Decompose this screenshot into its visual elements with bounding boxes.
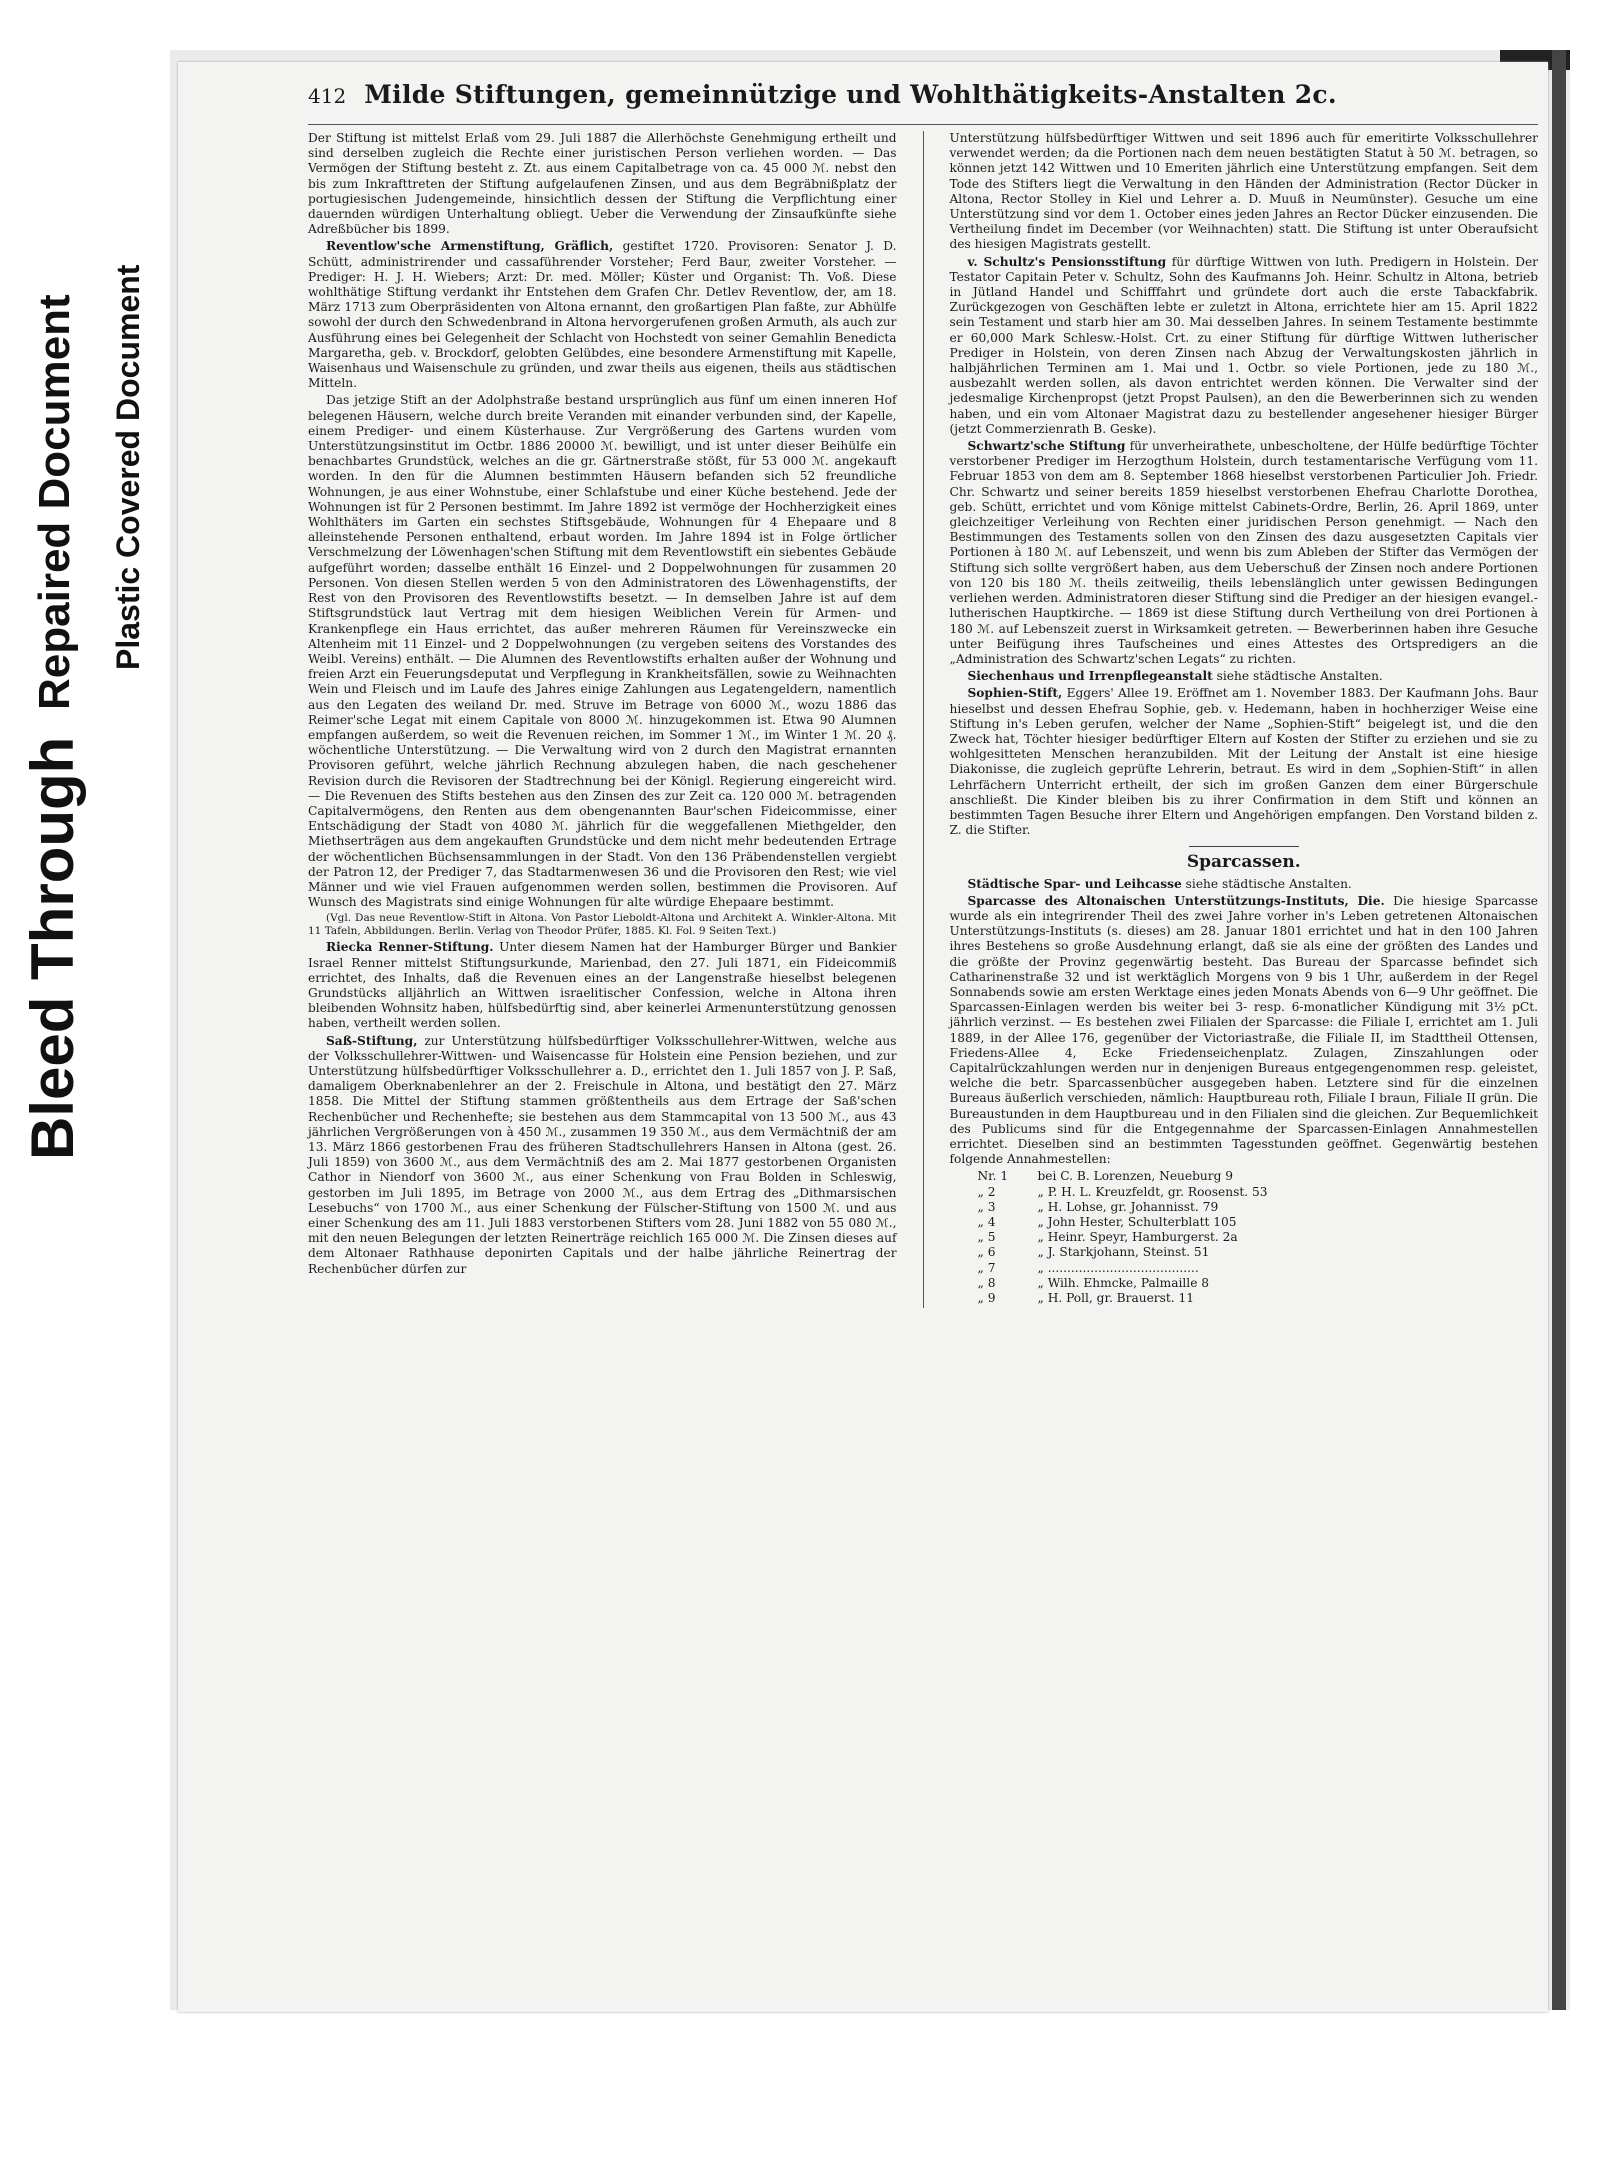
section-rule xyxy=(1189,846,1299,847)
entry-text: für unverheirathete, unbescholtene, der Hülfe bedürftige Töchter verstorbener Prediger im Herzogthum Holstein, durch testamentarische Verfügung vom 11. Februar 1853 von dem am 8. September 1868 hieselbst verstorbenen Particulier Joh. Friedr. Chr. Schwartz und seiner bereits 1859 hieselbst verstorbenen Ehefrau Charlotte Dorothea, geb. Schütt, errichtet und vom Könige mittelst Cabinets-Ordre, Berlin, 26. April 1869, unter gleichzeitiger Verleihung von Rechten einer juridischen Person genehmigt. — Nach den Bestimmungen des Testaments sollen von den Zinsen des dazu ausgesetzten Capitals vier Portionen à 180 ℳ. auf Lebenszeit, und wenn bis zum Ableben der Stifter das Vermögen der Stiftung sich sollte vergrößert haben, aus dem Ueberschuß der Zinsen noch andere Portionen von 120 bis 180 ℳ. theils zeitweilig, theils lebenslänglich unter gewissen Bedingungen verliehen werden. Administratoren dieser Stiftung sind die Prediger an der hiesigen evangel.-lutherischen Hauptkirche. — 1869 ist diese Stiftung durch Vertheilung von drei Portionen à 180 ℳ. auf Lebenszeit zuerst in Wirksamkeit getreten. — Bewerberinnen haben ihre Gesuche unter Beifügung ihres Taufscheines und eines Attestes des Ortspredigers an die „Administration des Schwartz'schen Legats“ zu richten. xyxy=(949,439,1539,666)
entry-heading: Sophien-Stift, xyxy=(967,686,1063,701)
entry-text: Eggers' Allee 19. Eröffnet am 1. November 1883. Der Kaufmann Johs. Baur hieselbst und dessen Ehefrau Sophie, geb. v. Hedemann, haben in hochherziger Weise eine Stiftung in's Leben gerufen, welcher der Name „Sophien-Stift“ beigelegt ist, und die den Zweck hat, Töchter hiesiger bedürftiger Eltern auf Kosten der Stifter zu erziehen und sie zu wohlgesitteten Menschen heranzubilden. Mit der Leitung der Anstalt ist eine hiesige Diakonisse, die zugleich geprüfte Lehrerin, betraut. Es wird in dem „Sophien-Stift“ in allen Lehrfächern Unterricht ertheilt, der sich im großen Ganzen dem einer Bürgerschule anschließt. Die Kinder bleiben bis zu ihrer Confirmation in dem Stift und können an bestimmten Tagen Besuche ihrer Eltern und Angehörigen empfangen. Den Vorstand bilden z. Z. die Stifter. xyxy=(949,686,1539,838)
entry-heading: Siechenhaus und Irrenpflegeanstalt xyxy=(967,669,1213,684)
document-page xyxy=(178,62,1548,2012)
entry-text: Die hiesige Sparcasse wurde als ein integrirender Theil des zwei Jahre vorher in's Leben getretenen Altonaischen Unterstützungs-Instituts (s. dieses) am 28. Januar 1801 errichtet und hat in den 100 Jahren ihres Bestehens so große Ausdehnung erlangt, daß sie als eine der größten des Landes und die größte der Provinz gegenwärtig besteht. Das Bureau der Sparcasse befindet sich Catharinenstraße 32 und ist werktäglich Morgens von 9 bis 1 Uhr, außerdem in der Regel Sonnabends sowie am ersten Werktage eines jeden Monats Abends von 6—9 Uhr geöffnet. Die Sparcassen-Einlagen werden bis weiter bei 3- resp. 6-monatlicher Kündigung mit 3½ pCt. jährlich verzinst. — Es bestehen zwei Filialen der Sparcasse: die Filiale I, errichtet am 1. Juli 1889, in der Allee 176, gegenüber der Victoriastraße, die Filiale II, im Stadttheil Ottensen, Friedens-Allee 4, Ecke Friedenseichenplatz. Zulagen, Zinszahlungen oder Capitalrückzahlungen werden nur in denjenigen Bureaus entgegengenommen resp. geleistet, welche die betr. Sparcassenbücher ausgegeben haben. Letztere sind für die einzelnen Bureaus äußerlich verschieden, nämlich: Hauptbureau roth, Filiale I braun, Filiale II grün. Die Bureaustunden in dem Hauptbureau und in den Filialen sind die gleichen. Zur Bequemlichkeit des Publicums sind für die Entgegennahme der Sparcassen-Einlagen Annahmestellen errichtet. Dieselben sind an bestimmten Tagesstunden geöffnet. Gegenwärtig bestehen folgende Annahmestellen: xyxy=(949,893,1539,1167)
item-text: „ Heinr. Speyr, Hamburgerst. 2a xyxy=(1037,1230,1238,1245)
list-item xyxy=(978,1215,1539,1230)
section-title: Sparcassen. xyxy=(1186,852,1301,873)
label-plastic-covered: Plastic Covered Document xyxy=(110,264,146,670)
entry-heading: Städtische Spar- und Leihcasse xyxy=(967,876,1182,891)
list-item xyxy=(978,1185,1539,1200)
scanner-edge-right xyxy=(1552,50,1566,2010)
item-number: „ 3 xyxy=(977,1199,996,1214)
entry-schultz xyxy=(950,255,1539,437)
page-title: Milde Stiftungen, gemeinnützige und Wohlthätigkeits-Anstalten 2c. xyxy=(364,80,1337,109)
entry-sass xyxy=(308,1034,897,1277)
annahmestellen-list xyxy=(950,1169,1539,1306)
entry-leihcasse xyxy=(950,877,1539,892)
entry-heading: Riecka Renner-Stiftung. xyxy=(326,940,494,955)
list-item xyxy=(978,1169,1539,1184)
entry-text: siehe städtische Anstalten. xyxy=(1181,876,1352,891)
entry-text: Unter diesem Namen hat der Hamburger Bürger und Bankier Israel Renner mittelst Stiftungsurkunde, Marienbad, den 27. Juli 1871, ein Fideicommiß errichtet, des Inhalts, daß die Revenuen eines an der Langenstraße hieselbst belegenen Grundstücks alljährlich an Wittwen israelitischer Confession, welche in Altona ihren bleibenden Wohnsitz haben, hülfsbedürftig sind, aber keinerlei Armenunterstützung genossen haben, vertheilt werden sollen. xyxy=(308,940,897,1031)
right-column xyxy=(950,131,1539,1308)
paragraph: Unterstützung hülfsbedürftiger Wittwen und seit 1896 auch für emeritirte Volksschullehrer verwendet werden; da die Portionen nach dem neuen bestätigten Statut à 50 ℳ. betragen, so können jetzt 142 Wittwen und 10 Emeriten jährlich eine Unterstützung empfangen. Seit dem Tode des Stifters liegt die Verwaltung in den Händen der Administration (Rector Dücker in Altona, Rector Stolley in Kiel und Lehrer a. D. Muuß in Neumünster). Gesuche um eine Unterstützung sind vor dem 1. October eines jeden Jahres an Rector Dücker einzusenden. Die Vertheilung findet im December (vor Weihnachten) statt. Die Stiftung ist unter Oberaufsicht des hiesigen Magistrats gestellt. xyxy=(949,131,1539,252)
page-content xyxy=(308,80,1538,1308)
entry-heading: Sparcasse des Altonaischen Unterstützungs-Instituts, Die. xyxy=(967,893,1385,908)
entry-heading: Reventlow'sche Armenstiftung, Gräflich, xyxy=(326,239,614,254)
item-text: „ John Hester, Schulterblatt 105 xyxy=(1037,1215,1237,1230)
entry-text: gestiftet 1720. Provisoren: Senator J. D. Schütt, administrirender und cassaführender Vorsteher; Ferd Baur, zweiter Vorsteher. — Prediger: H. J. H. Wiebers; Arzt: Dr. med. Möller; Küster und Organist: Th. Voß. Diese wohlthätige Stiftung verdankt ihr Entstehen dem Grafen Chr. Detlev Reventlow, der, am 18. März 1713 zum Oberpräsidenten von Altona ernannt, den großartigen Plan faßte, zur Abhülfe sowohl der durch den Schwedenbrand in Altona hervorgerufenen großen Armuth, als auch zur Ausführung eines bei Gelegenheit der Schlacht von Hochstedt von seiner Gemahlin Benedicta Margaretha, geb. v. Brockdorf, gelobten Gelübdes, eine besondere Armenstiftung mit Kapelle, Waisenhaus und Waisenschule zu gründen, und zwar theils aus eigenen, theils aus städtischen Mitteln. xyxy=(308,239,897,391)
reference-note: (Vgl. Das neue Reventlow-Stift in Altona. Von Pastor Lieboldt-Altona und Architekt A. Winkler-Altona. Mit 11 Tafeln, Abbildungen. Berlin. Verlag von Theodor Prüfer, 1885. Kl. Fol. 9 Seiten Text.) xyxy=(308,912,897,938)
entry-siechenhaus xyxy=(950,669,1539,684)
entry-text: siehe städtische Anstalten. xyxy=(1212,669,1383,684)
label-repaired-document: Repaired Document xyxy=(30,294,79,710)
item-text: „ H. Lohse, gr. Johannisst. 79 xyxy=(1037,1199,1219,1214)
item-text: „ J. Starkjohann, Steinst. 51 xyxy=(1037,1245,1210,1260)
entry-heading: v. Schultz's Pensionsstiftung xyxy=(967,254,1167,269)
list-item xyxy=(978,1276,1539,1291)
paragraph: Das jetzige Stift an der Adolphstraße bestand ursprünglich aus fünf um einen inneren Hof belegenen Häusern, welche durch breite Veranden mit einander verbunden sind, der Kapelle, einem Prediger- und einem Küsterhause. Zur Vergrößerung des Gartens wurden vom Unterstützungsinstitut im Octbr. 1886 20000 ℳ. bewilligt, und ist unter dieser Beihülfe ein benachbartes Grundstück, welches an die gr. Gärtnerstraße stößt, für 53 000 ℳ. angekauft worden. In den für die Alumnen bestimmten Häusern befanden sich 52 freundliche Wohnungen, je aus einer Wohnstube, einer Schlafstube und einer Küche bestehend. Jede der Wohnungen ist für 2 Personen bestimmt. Im Jahre 1892 ist vermöge der Hochherzigkeit eines Wohlthäters im Garten ein sechstes Stiftsgebäude, Wohnungen für 4 Ehepaare und 8 alleinstehende Personen enthaltend, erbaut worden. Im Jahre 1894 ist in Folge örtlicher Verschmelzung der Löwenhagen'schen Stiftung mit dem Reventlowstift ein siebentes Gebäude aufgeführt worden; dasselbe enthält 16 Einzel- und 2 Doppelwohnungen für zusammen 20 Personen. Von diesen Stellen werden 5 von den Administratoren des Löwenhagenstifts, der Rest von den Provisoren des Reventlowstifts besetzt. — In demselben Jahre ist auf dem Stiftsgrundstück laut Vertrag mit dem hiesigen Weiblichen Verein für Armen- und Krankenpflege ein Haus errichtet, das außer mehreren Räumen für Vereinszwecke ein Altenheim mit 11 Einzel- und 2 Doppelwohnungen (zu vergeben seitens des Vorstandes des Weibl. Vereins) enthält. — Die Alumnen des Reventlowstifts erhalten außer der Wohnung und freien Arzt ein Feuerungsdeputat und Verpflegung in Krankheitsfällen, sowie zu Weihnachten Wein und Fleisch und im Laufe des Jahres einige Zahlungen aus Legatengeldern, namentlich aus den Legaten des weiland Dr. med. Struve im Betrage von 6000 ℳ., wozu 1886 das Reimer'sche Legat mit einem Capitale von 8000 ℳ. hinzugekommen ist. Etwa 90 Alumnen empfangen außerdem, so weit die Revenuen reichen, im Sommer 1 ℳ., im Winter 1 ℳ. 20 ₰. wöchentliche Unterstützung. — Die Verwaltung wird von 2 durch den Magistrat ernannten Provisoren geführt, welche jährlich Rechnung abzulegen haben, die nach geschehener Revision durch die Revisoren der Stadtrechnung bei der Königl. Regierung eingereicht wird. — Die Revenuen des Stifts bestehen aus den Zinsen des zur Zeit ca. 120 000 ℳ. betragenden Capitalvermögens, den Renten aus dem obengenannten Baur'schen Fideicommisse, einer Entschädigung der Stadt von 4080 ℳ. jährlich für die weggefallenen Miethgelder, den Miethserträgen aus dem angekauften Grundstücke und dem nicht mehr bedeutenden Ertrage der wöchentlichen Büchsensammlungen in der Stadt. Von den 136 Präbendenstellen vergiebt der Patron 12, der Prediger 7, das Stadtarmenwesen 36 und die Provisoren den Rest; wie viel Männer und wie viel Frauen aufgenommen werden sollen, bestimmen die Provisoren. Auf Wunsch des Magistrats sind einige Wohnungen für alte würdige Ehepaare bestimmt. xyxy=(308,393,897,910)
entry-heading: Saß-Stiftung, xyxy=(326,1033,418,1048)
item-number: „ 2 xyxy=(977,1184,996,1199)
side-labels xyxy=(0,150,170,1170)
label-bleed-through: Bleed Through xyxy=(19,736,86,1160)
item-number: Nr. 1 xyxy=(977,1169,1009,1184)
paragraph: Der Stiftung ist mittelst Erlaß vom 29. Juli 1887 die Allerhöchste Genehmigung ertheilt und sind derselben zugleich die Rechte einer juristischen Person verliehen worden. — Das Vermögen der Stiftung besteht z. Zt. aus einem Capitalbetrage von ca. 45 000 ℳ. nebst den bis zum Inkrafttreten der Stiftung aufgelaufenen Zinsen, und aus dem Begräbnißplatz der portugiesischen Judengemeinde, hinsichtlich dessen der Stiftung die Verpflichtung einer dauernden würdigen Unterhaltung obliegt. Ueber die Verwendung der Zinsaufkünfte siehe Adreßbücher bis 1899. xyxy=(308,131,897,237)
column-divider xyxy=(923,131,924,1308)
item-number: „ 9 xyxy=(977,1291,996,1306)
list-item xyxy=(978,1261,1539,1276)
columns xyxy=(308,131,1538,1308)
item-number: „ 6 xyxy=(977,1245,996,1260)
list-item xyxy=(978,1200,1539,1215)
left-column xyxy=(308,131,897,1308)
list-item xyxy=(978,1245,1539,1260)
entry-schwartz xyxy=(950,439,1539,667)
item-text: „ Wilh. Ehmcke, Palmaille 8 xyxy=(1037,1275,1210,1290)
item-text: bei C. B. Lorenzen, Neueburg 9 xyxy=(1037,1169,1234,1184)
item-number: „ 5 xyxy=(977,1230,996,1245)
item-number: „ 7 xyxy=(977,1260,996,1275)
entry-text: für dürftige Wittwen von luth. Predigern in Holstein. Der Testator Capitain Peter v. Schultz, Sohn des Kaufmanns Joh. Heinr. Schultz in Altona, betrieb in Jütland Handel und Schifffahrt und gründete dort auch die erste Tabackfabrik. Zurückgezogen von Geschäften lebte er zuletzt in Altona, errichtete hier am 15. April 1822 sein Testament und starb hier am 30. Mai desselben Jahres. In seinem Testamente bestimmte er 60,000 Mark Schlesw.-Holst. Crt. zu einer Stiftung für dürftige Wittwen lutherischer Prediger in Holstein, von deren Zinsen nach Abzug der Verwaltungskosten jährlich in halbjährlichen Terminen am 1. Mai und 1. Octbr. so viele Portionen, jede zu 180 ℳ., ausbezahlt werden sollen, als davon entrichtet werden können. Die Verwalter sind der jedesmalige Kirchenpropst (jetzt Propst Paulsen), an den die Bewerberinnen sich zu wenden haben, und ein vom Altonaer Magistrat dazu zu bestellender angesehener hiesiger Bürger (jetzt Commerzienrath B. Geske). xyxy=(949,254,1539,436)
entry-reventlow xyxy=(308,239,897,391)
entry-sophien xyxy=(950,686,1539,838)
entry-heading: Schwartz'sche Stiftung xyxy=(967,439,1126,454)
page-header xyxy=(308,80,1538,125)
item-number: „ 4 xyxy=(977,1215,996,1230)
list-item xyxy=(978,1230,1539,1245)
item-text: „ H. Poll, gr. Brauerst. 11 xyxy=(1037,1291,1195,1306)
item-number: „ 8 xyxy=(977,1275,996,1290)
entry-riecka xyxy=(308,940,897,1031)
item-text: „ ....................................... xyxy=(1037,1260,1199,1275)
entry-text: zur Unterstützung hülfsbedürftiger Volksschullehrer-Wittwen, welche aus der Volksschullehrer-Wittwen- und Waisencasse für Holstein eine Pension beziehen, und zur Unterstützung hülfsbedürftiger Volksschullehrer a. D., errichtet den 1. Juli 1857 von J. P. Saß, damaligem Oberknabenlehrer an der 2. Freischule in Altona, und bestätigt den 27. März 1858. Die Mittel der Stiftung stammen größtentheils aus dem Ertrage der Saß'schen Rechenbücher und Rechenhefte; sie bestehen aus dem Stammcapital von 13 500 ℳ., aus 43 jährlichen Vergrößerungen von à 450 ℳ., zusammen 19 350 ℳ., aus dem Vermächtniß der am 13. März 1866 gestorbenen Frau des früheren Stadtschullehrers Hansen in Altona (gest. 26. Juli 1859) von 3600 ℳ., aus dem Vermächtniß des am 2. Mai 1877 gestorbenen Organisten Cathor in Niendorf von 3600 ℳ., aus einer Schenkung von Frau Bolden in Schleswig, gestorben im Juli 1895, im Betrage von 2000 ℳ., aus dem Ertrag des „Dithmarsischen Lesebuchs“ von 1700 ℳ., aus einer Schenkung der Fülscher-Stiftung von 1500 ℳ. und aus einer Schenkung des am 11. Juli 1883 verstorbenen Stifters vom 28. Juni 1882 von 55 080 ℳ., mit den neuen Belegungen der letzten Reinerträge reichlich 165 000 ℳ. Die Zinsen dieses auf dem Altonaer Rathhause deponirten Capitals und der halbe jährliche Reinertrag der Rechenbücher dürfen zur xyxy=(308,1033,897,1276)
item-text: „ P. H. L. Kreuzfeldt, gr. Roosenst. 53 xyxy=(1037,1184,1268,1199)
list-item xyxy=(978,1291,1539,1306)
entry-sparcasse xyxy=(950,894,1539,1168)
page-number: 412 xyxy=(308,84,347,108)
